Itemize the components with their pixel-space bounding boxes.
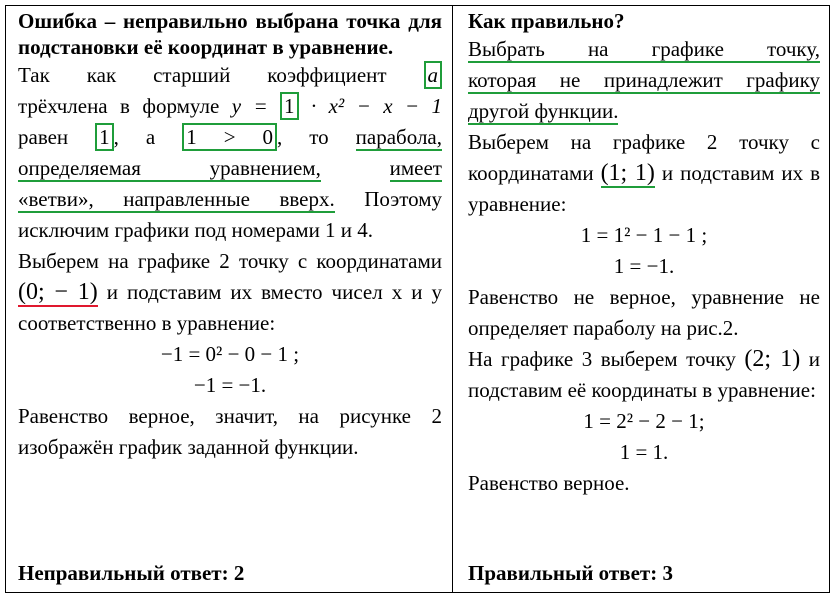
- left-p2: [18, 246, 442, 339]
- right-title: Как правильно?: [468, 9, 625, 33]
- left-eq2: −1 = −1.: [193, 373, 267, 397]
- text: , то: [277, 125, 329, 149]
- left-line-4: [18, 153, 442, 184]
- left-line-5: [18, 184, 442, 246]
- formula-y: y =: [231, 94, 281, 118]
- text: На графике 3 выберем точку: [468, 347, 736, 371]
- right-p2: [468, 127, 820, 220]
- left-eq1: −1 = 0² − 0 − 1 ;: [160, 342, 300, 366]
- right-eq4: 1 = 1.: [619, 440, 669, 464]
- inequality-box: 1 > 0: [182, 123, 277, 151]
- left-p3: Равенство верное, значит, на рисунке 2 изображён график заданной функции.: [18, 404, 442, 459]
- right-line-2: [468, 65, 820, 96]
- formula-rest: · x² − x − 1: [310, 94, 442, 118]
- right-p4: [468, 344, 820, 406]
- point-2-1: (2; 1): [744, 346, 801, 372]
- coef-a-box: a: [424, 61, 443, 89]
- formula: [232, 92, 442, 120]
- left-line-1: [18, 60, 442, 91]
- left-line-2: [18, 91, 442, 122]
- left-line-3: [18, 122, 442, 153]
- left-title: Ошибка – неправильно выбрана точка для подстановки её координат в уравнение.: [18, 9, 442, 59]
- text: равен: [18, 125, 69, 149]
- text: Так как старший коэффициент: [18, 63, 387, 87]
- right-eq3: 1 = 2² − 2 − 1;: [583, 409, 705, 433]
- point-red-underline: (0; − 1): [18, 279, 98, 305]
- text-underlined: определяемая уравнением,: [18, 156, 321, 180]
- right-column: [468, 8, 820, 499]
- parabola-underline: парабола,: [355, 125, 442, 149]
- formula-one-box: 1: [280, 92, 299, 120]
- text: и подставим её координаты в уравнение:: [468, 347, 820, 402]
- text-underlined: другой функции.: [468, 99, 619, 123]
- text: Выберем на графике 2 точку с координатами: [468, 130, 820, 185]
- point-green-underline: (1; 1): [600, 160, 655, 186]
- column-divider: [452, 5, 453, 593]
- text: и подставим их вместо чисел x и y соответственно в уравнение:: [18, 280, 443, 335]
- wrong-answer: Неправильный ответ: 2: [18, 561, 245, 585]
- value-one-box: 1: [95, 123, 114, 151]
- right-p3: Равенство не верное, уравнение не определяет параболу на рис.2.: [468, 285, 820, 340]
- text-underlined: которая не принадлежит графику: [468, 68, 820, 92]
- left-column: [18, 8, 442, 463]
- text-underlined: Выбрать на графике точку,: [468, 37, 820, 61]
- right-line-3: [468, 96, 820, 127]
- right-p5: Равенство верное.: [468, 471, 630, 495]
- text-underlined: имеет: [389, 156, 442, 180]
- text: Поэтому исключим графики под номерами 1 и 4.: [18, 187, 442, 242]
- text: , а: [113, 125, 156, 149]
- text: и подставим их в уравнение:: [468, 161, 821, 216]
- right-line-1: [468, 34, 820, 65]
- text: Выберем на графике 2 точку с координатами: [18, 249, 442, 273]
- right-eq1: 1 = 1² − 1 − 1 ;: [580, 223, 708, 247]
- right-eq2: 1 = −1.: [613, 254, 675, 278]
- text-underlined: «ветви», направленные вверх.: [18, 187, 335, 211]
- text: трёхчлена в формуле: [18, 94, 220, 118]
- correct-answer: Правильный ответ: 3: [468, 561, 673, 585]
